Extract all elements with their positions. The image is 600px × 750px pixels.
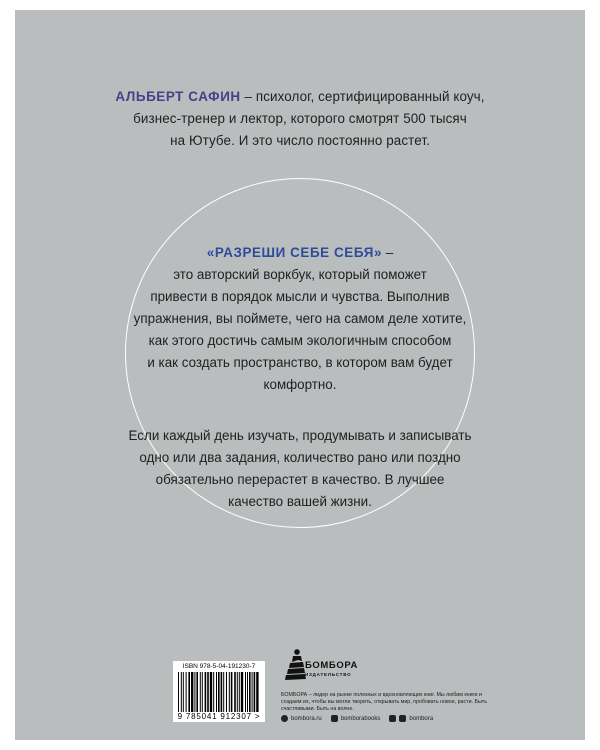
motivation-line: качество вашей жизни. <box>228 494 372 509</box>
barcode-icon <box>177 672 261 712</box>
book-title: «РАЗРЕШИ СЕБЕ СЕБЯ» <box>206 245 382 260</box>
description-line: привести в порядок мысли и чувства. Выполнив <box>150 289 450 304</box>
book-description <box>93 242 507 396</box>
description-line: комфортно. <box>263 377 337 392</box>
description-line: как этого достичь самым экологичным способом <box>148 333 452 348</box>
globe-icon <box>281 715 288 722</box>
author-description <box>85 86 515 152</box>
book-back-cover <box>15 10 585 740</box>
motivation-line: одно или два задания, количество рано или поздно <box>139 450 461 465</box>
author-name: АЛЬБЕРТ САФИН <box>115 89 241 104</box>
motivation-line: обязательно перерастет в качество. В лучшее <box>155 472 445 487</box>
vk-icon <box>331 715 338 722</box>
isbn-barcode <box>173 661 265 722</box>
video-icon <box>389 715 396 722</box>
author-line-3: на Ютубе. И это число постоянно растет. <box>170 133 430 148</box>
book-motivation <box>93 425 507 513</box>
author-line-2: бизнес-тренер и лектор, которого смотрят 500 тысяч <box>133 111 467 126</box>
isbn-number: ISBN 978-5-04-191230-7 <box>182 663 256 670</box>
publisher-name: БОМБОРА <box>305 660 358 671</box>
publisher-socials <box>281 715 442 722</box>
social-label: bombora.ru <box>291 715 322 722</box>
description-line: упражнения, вы поймете, чего на самом деле хотите, <box>133 311 467 326</box>
social-website[interactable] <box>281 715 322 722</box>
publisher-description: БОМБОРА – лидер на рынке полезных и вдохновляющих книг. Мы любим книги и создаем их, чтобы вы могли творить, открывать мир, пробовать новое, расти. Быть счастливыми. Быть на волне. <box>281 692 487 712</box>
social-video[interactable] <box>389 715 433 722</box>
publisher-subtitle: ИЗДАТЕЛЬСТВО <box>305 672 352 677</box>
telegram-icon <box>399 715 406 722</box>
book-title-dash: – <box>382 245 394 260</box>
description-line: это авторский воркбук, который поможет <box>173 267 427 282</box>
social-label: bombora <box>409 715 434 722</box>
motivation-line: Если каждый день изучать, продумывать и записывать <box>128 428 472 443</box>
author-line-1: – психолог, сертифицированный коуч, <box>240 89 485 104</box>
social-label: bomborabooks <box>340 715 381 722</box>
social-vk[interactable] <box>331 715 381 722</box>
barcode-digits: 9 785041 912307 > <box>177 712 261 721</box>
description-line: и как создать пространство, в котором вам будет <box>147 355 453 370</box>
